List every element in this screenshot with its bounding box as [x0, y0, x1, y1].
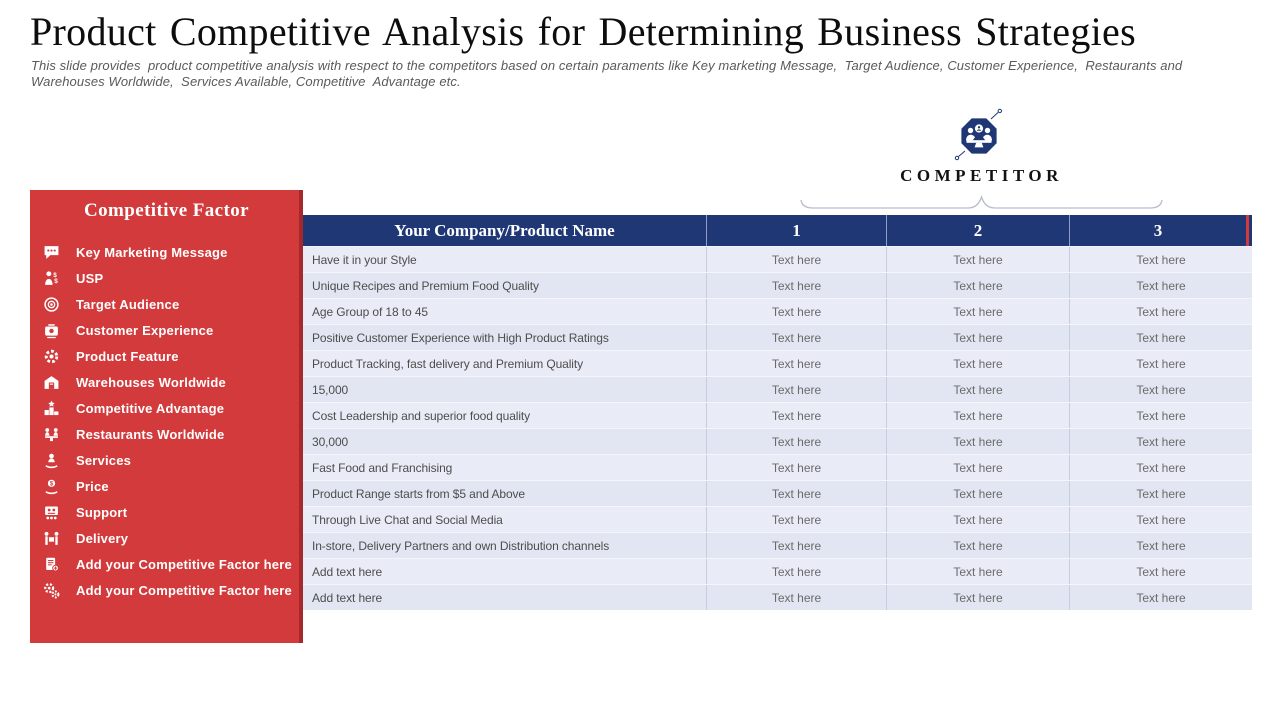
placeholder-text-cell[interactable]: Text here: [1136, 278, 1186, 293]
sidebar-item-label: Delivery: [76, 530, 129, 546]
row-name-cell[interactable]: Product Tracking, fast delivery and Premium Quality: [303, 351, 707, 376]
sidebar-item[interactable]: [30, 421, 299, 447]
sidebar-item[interactable]: [30, 395, 299, 421]
placeholder-text-cell[interactable]: Text here: [1136, 382, 1186, 397]
table-row: [303, 532, 1252, 558]
placeholder-text-cell[interactable]: Text here: [1136, 408, 1186, 423]
customer-experience-icon: [40, 321, 62, 339]
placeholder-text-cell[interactable]: Text here: [887, 403, 1070, 428]
sidebar-item-label: Support: [76, 504, 128, 520]
table-row: [303, 506, 1252, 532]
sidebar-item[interactable]: [30, 317, 299, 343]
table-row: [303, 558, 1252, 584]
row-name-cell[interactable]: Positive Customer Experience with High Product Ratings: [303, 325, 707, 350]
sidebar-item-label: Restaurants Worldwide: [76, 426, 225, 442]
competitor-column-header: 3: [1070, 215, 1249, 246]
sidebar-item[interactable]: [30, 265, 299, 291]
table-row: [303, 428, 1252, 454]
row-name-cell[interactable]: 30,000: [303, 429, 707, 454]
sidebar-item[interactable]: [30, 473, 299, 499]
add-factor-gear-icon: [40, 581, 62, 599]
speech-bubble-icon: [40, 243, 62, 261]
placeholder-text-cell[interactable]: Text here: [1136, 564, 1186, 579]
placeholder-text-cell[interactable]: Text here: [707, 481, 887, 506]
svg-text:$: $: [53, 277, 58, 285]
subtitle-line-2: Warehouses Worldwide, Services Available, Competitive Advantage etc.: [31, 73, 461, 89]
placeholder-text-cell[interactable]: Text here: [1136, 486, 1186, 501]
placeholder-text-cell[interactable]: Text here: [707, 429, 887, 454]
row-name-cell[interactable]: Fast Food and Franchising: [303, 455, 707, 480]
placeholder-text-cell[interactable]: Text here: [707, 325, 887, 350]
placeholder-text-cell[interactable]: Text here: [887, 377, 1070, 402]
placeholder-text-cell[interactable]: Text here: [707, 273, 887, 298]
placeholder-text-cell[interactable]: Text here: [1136, 460, 1186, 475]
warehouse-icon: [40, 373, 62, 391]
company-name-header: Your Company/Product Name: [303, 215, 707, 246]
placeholder-text-cell[interactable]: Text here: [707, 507, 887, 532]
add-factor-icon: [40, 555, 62, 573]
placeholder-text-cell[interactable]: Text here: [1136, 434, 1186, 449]
table-header-row: [303, 215, 1252, 246]
placeholder-text-cell[interactable]: Text here: [887, 429, 1070, 454]
table-row: [303, 324, 1252, 350]
table-row: [303, 454, 1252, 480]
table-body: [303, 246, 1252, 610]
sidebar-item[interactable]: [30, 447, 299, 473]
placeholder-text-cell[interactable]: Text here: [887, 559, 1070, 584]
placeholder-text-cell[interactable]: Text here: [707, 559, 887, 584]
table-row: [303, 272, 1252, 298]
placeholder-text-cell[interactable]: Text here: [887, 247, 1070, 272]
placeholder-text-cell[interactable]: Text here: [887, 481, 1070, 506]
placeholder-text-cell[interactable]: Text here: [1136, 304, 1186, 319]
placeholder-text-cell[interactable]: Text here: [1136, 590, 1186, 605]
table-row: [303, 584, 1252, 610]
row-name-cell[interactable]: Through Live Chat and Social Media: [303, 507, 707, 532]
sidebar-item-label: Target Audience: [76, 296, 180, 312]
table-row: [303, 298, 1252, 324]
delivery-icon: [40, 529, 62, 547]
sidebar-item[interactable]: [30, 551, 299, 577]
placeholder-text-cell[interactable]: Text here: [707, 247, 887, 272]
sidebar-item[interactable]: [30, 291, 299, 317]
row-name-cell[interactable]: Add text here: [303, 585, 707, 610]
competitive-advantage-icon: [40, 399, 62, 417]
page-title: Product Competitive Analysis for Determining Business Strategies: [30, 9, 1136, 54]
placeholder-text-cell[interactable]: Text here: [707, 585, 887, 610]
placeholder-text-cell[interactable]: Text here: [887, 455, 1070, 480]
table-row: [303, 402, 1252, 428]
placeholder-text-cell[interactable]: Text here: [1136, 330, 1186, 345]
competitor-column-header: 2: [887, 215, 1070, 246]
sidebar-item-label: Competitive Advantage: [76, 400, 225, 416]
table-row: [303, 246, 1252, 272]
usp-icon: [40, 269, 62, 287]
placeholder-text-cell[interactable]: Text here: [707, 351, 887, 376]
placeholder-text-cell[interactable]: Text here: [887, 585, 1070, 610]
sidebar-item-label: Key Marketing Message: [76, 244, 228, 260]
subtitle-line-1: This slide provides product competitive analysis with respect to the competitors based on certain paraments like Key marketing Message, Target Audience, Customer Experience, Restaurants and: [31, 58, 1183, 73]
sidebar-item-label: Warehouses Worldwide: [76, 374, 226, 390]
competitor-meeting-icon: [950, 108, 1010, 166]
placeholder-text-cell[interactable]: Text here: [707, 403, 887, 428]
svg-text:$: $: [49, 481, 53, 488]
row-name-cell[interactable]: Unique Recipes and Premium Food Quality: [303, 273, 707, 298]
row-name-cell[interactable]: Product Range starts from $5 and Above: [303, 481, 707, 506]
competitor-label: COMPETITOR: [900, 166, 1063, 185]
competitor-brace: [800, 193, 1163, 214]
row-name-cell[interactable]: Have it in your Style: [303, 247, 707, 272]
services-icon: [40, 451, 62, 469]
svg-text:$: $: [52, 271, 57, 279]
placeholder-text-cell[interactable]: Text here: [887, 533, 1070, 558]
comparison-table: [303, 215, 1252, 610]
placeholder-text-cell[interactable]: Text here: [1136, 356, 1186, 371]
sidebar-item-label: Add your Competitive Factor here: [76, 556, 292, 572]
placeholder-text-cell[interactable]: Text here: [707, 533, 887, 558]
sidebar-item-label: Customer Experience: [76, 322, 214, 338]
placeholder-text-cell[interactable]: Text here: [707, 299, 887, 324]
placeholder-text-cell[interactable]: Text here: [707, 455, 887, 480]
row-name-cell[interactable]: In-store, Delivery Partners and own Distribution channels: [303, 533, 707, 558]
placeholder-text-cell[interactable]: Text here: [887, 507, 1070, 532]
placeholder-text-cell[interactable]: Text here: [887, 273, 1070, 298]
sidebar-item-label: Add your Competitive Factor here: [76, 582, 292, 598]
placeholder-text-cell[interactable]: Text here: [887, 351, 1070, 376]
sidebar-item[interactable]: [30, 525, 299, 551]
sidebar-item-label: Price: [76, 478, 109, 494]
competitive-factor-panel: [30, 190, 303, 643]
placeholder-text-cell[interactable]: Text here: [1136, 538, 1186, 553]
row-name-cell[interactable]: Add text here: [303, 559, 707, 584]
sidebar-item[interactable]: [30, 369, 299, 395]
placeholder-text-cell[interactable]: Text here: [1136, 252, 1186, 267]
placeholder-text-cell[interactable]: Text here: [887, 299, 1070, 324]
support-icon: [40, 503, 62, 521]
competitive-factor-heading: Competitive Factor: [84, 200, 249, 221]
sidebar-item-label: Services: [76, 452, 132, 468]
row-name-cell[interactable]: Age Group of 18 to 45: [303, 299, 707, 324]
table-row: [303, 350, 1252, 376]
product-feature-icon: [40, 347, 62, 365]
target-audience-icon: [40, 295, 62, 313]
table-row: [303, 480, 1252, 506]
placeholder-text-cell[interactable]: Text here: [1136, 512, 1186, 527]
price-icon: [40, 477, 62, 495]
sidebar-item[interactable]: [30, 499, 299, 525]
placeholder-text-cell[interactable]: Text here: [887, 325, 1070, 350]
competitor-column-header: 1: [707, 215, 887, 246]
sidebar-item[interactable]: [30, 577, 299, 603]
sidebar-item-label: Product Feature: [76, 348, 179, 364]
restaurants-icon: [40, 425, 62, 443]
placeholder-text-cell[interactable]: Text here: [707, 377, 887, 402]
sidebar-item[interactable]: [30, 239, 299, 265]
row-name-cell[interactable]: 15,000: [303, 377, 707, 402]
sidebar-item-label: USP: [76, 270, 104, 286]
page-subtitle: [31, 58, 1231, 89]
table-row: [303, 376, 1252, 402]
row-name-cell[interactable]: Cost Leadership and superior food quality: [303, 403, 707, 428]
sidebar-items: [30, 239, 299, 603]
sidebar-item[interactable]: [30, 343, 299, 369]
